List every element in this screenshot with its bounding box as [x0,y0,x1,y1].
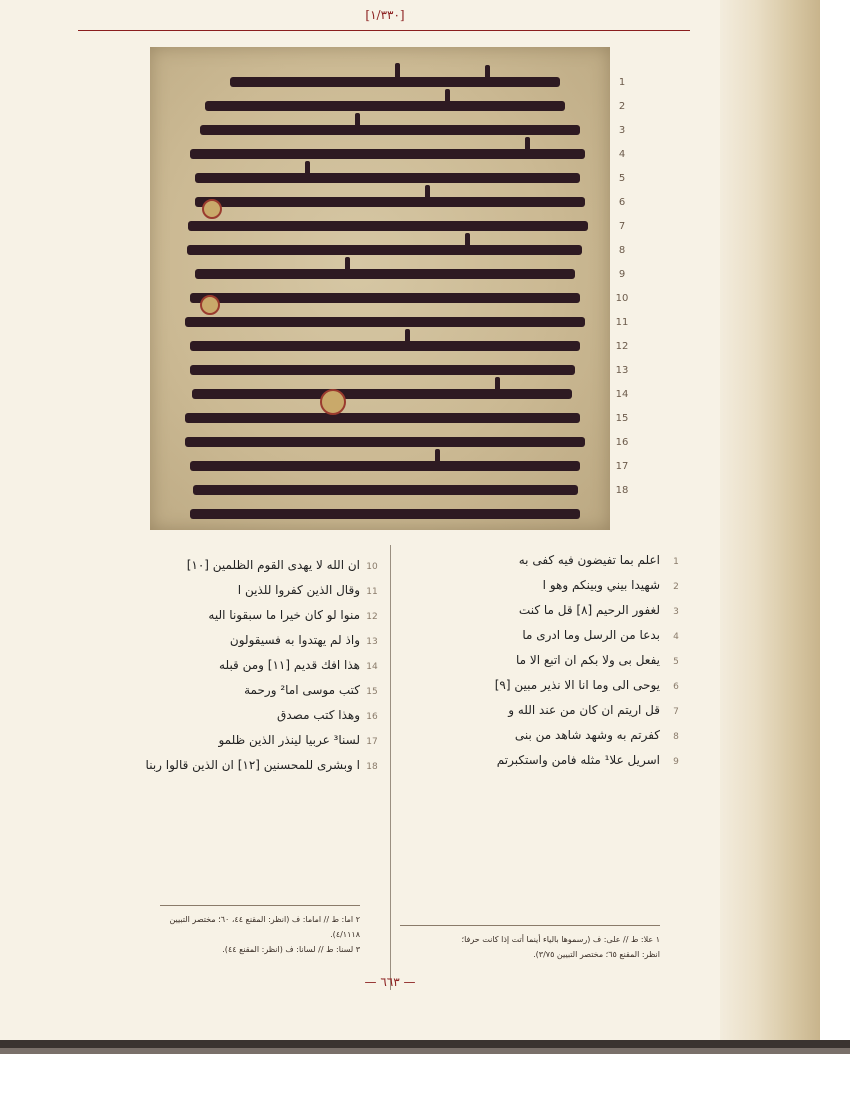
transcription-line: لغفور الرحيم [٨] قل ما كنت [518,603,660,617]
line-number: 15 [366,687,378,697]
manuscript-line-number: 9 [618,269,626,280]
manuscript-line-number: 17 [615,461,629,472]
footnote-left-line: ٤/١١١٨). [330,930,360,939]
footnote-right-line: انظر: المقنع ٦٥؛ مختصر التبيين ٣/٧٥). [533,950,660,959]
line-number: 13 [366,637,378,647]
line-number: 3 [673,607,679,617]
transcription-line: ان الله لا يهدى القوم الظلمين [١٠] [186,558,360,572]
line-number: 6 [673,682,679,692]
line-number: 10 [366,562,378,572]
manuscript-line-number: 8 [618,245,626,256]
line-number: 5 [673,657,679,667]
transcription-line: لسنا³ عربيا لينذر الذين ظلمو [218,733,360,747]
transcription-line: يفعل بى ولا بكم ان اتبع الا ما [515,653,660,667]
manuscript-line-number: 3 [618,125,626,136]
manuscript-line-number: 15 [615,413,629,424]
page-reference: [١/٣٣٠] [365,8,405,22]
line-number: 4 [673,632,679,642]
page-edge-shadow-lower [0,1048,850,1054]
page-edge-shadow [0,1040,850,1048]
transcription-line: اعلم بما تفيضون فيه كفى به [518,553,660,567]
footnote-right-line: ١ علا: ط // على: ف (رسموها بالياء أينما أتت إذا كانت حرفا؛ [461,935,660,944]
line-number: 14 [366,662,378,672]
manuscript-line-number: 12 [615,341,629,352]
manuscript-line-number: 13 [615,365,629,376]
transcription-line: قل اريتم ان كان من عند الله و [508,703,660,717]
manuscript-line-number: 6 [618,197,626,208]
line-number: 9 [673,757,679,767]
book-gutter [720,0,820,1040]
manuscript-line-number: 16 [615,437,629,448]
transcription-line: كتب موسى اما² ورحمة [244,683,360,697]
manuscript-line-number: 11 [615,317,629,328]
transcription-line: كفرتم به وشهد شاهد من بنى [514,728,660,742]
transcription-line: منوا لو كان خيرا ما سبقونا اليه [208,608,360,622]
manuscript-image [150,47,610,530]
line-number: 17 [366,737,378,747]
line-number: 1 [673,557,679,567]
transcription-line: ا وبشرى للمحسنين [١٢] ان الذين قالوا ربنا [145,758,360,772]
transcription-line: وهذا كتب مصدق [277,708,360,722]
transcription-line: يوحى الى وما انا الا نذير مبين [٩] [494,678,660,692]
header-rule [78,30,690,31]
transcription-line: بدعا من الرسل وما ادرى ما [522,628,660,642]
manuscript-line-number: 2 [618,101,626,112]
footnote-left-line: ٣ لسنا: ط // لسانا: ف (انظر: المقنع ٤٤). [222,945,360,954]
line-number: 8 [673,732,679,742]
footnote-rule-right [400,925,660,926]
transcription-line: وقال الذين كفروا للذين ا [237,583,360,597]
transcription-line: هذا افك قديم [١١] ومن قبله [219,658,360,672]
column-divider [390,545,391,990]
line-number: 12 [366,612,378,622]
line-number: 16 [366,712,378,722]
line-number: 7 [673,707,679,717]
transcription-line: اسريل علا¹ مثله فامن واستكبرتم [496,753,660,767]
manuscript-line-number: 7 [618,221,626,232]
page-number: — ٦٦٣ — [364,975,416,989]
line-number: 2 [673,582,679,592]
line-number: 11 [366,587,378,597]
line-number: 18 [366,762,378,772]
transcription-line: واذ لم يهتدوا به فسيقولون [229,633,360,647]
manuscript-line-number: 5 [618,173,626,184]
manuscript-line-number: 10 [615,293,629,304]
manuscript-line-number: 18 [615,485,629,496]
footnote-rule-left [160,905,360,906]
footnote-left-line: ٢ اما: ط // اماما: ف (انظر: المقنع ٤٤، ٦٠؛ مختصر التبيين [169,915,360,924]
manuscript-line-number: 4 [618,149,626,160]
manuscript-line-number: 14 [615,389,629,400]
transcription-line: شهيدا بيني وبينكم وهو ا [542,578,660,592]
manuscript-line-number: 1 [618,77,626,88]
